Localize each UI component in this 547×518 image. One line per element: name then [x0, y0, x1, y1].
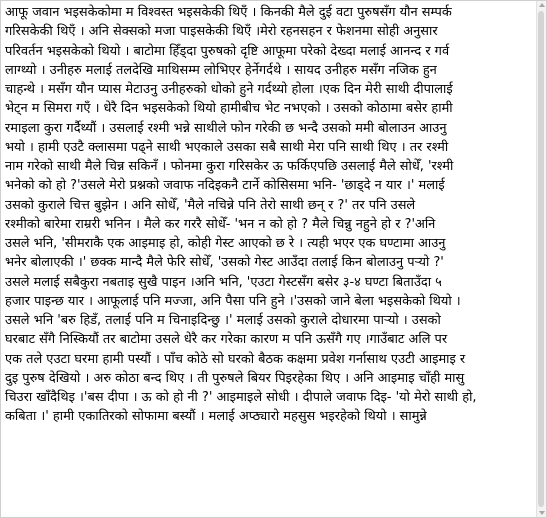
text-line: लाग्थ्यो । उनीहरु मलाई तलदेखि माथिसम्म लोभिएर हेर्नेगर्दथे । सायद उनीहरु मसँग नजिक हुन	[5, 62, 437, 78]
text-line: उसले भनि, 'सीमराकै एक आइमाइ हो, कोही गेस्ट आएको छ रे । त्यही भएर एक घण्टामा आउनु	[5, 236, 446, 251]
text-line: दुइ पुरुष देखियो । अरु कोठा बन्द थिए । ती पुरुषले बियर पिइरहेका थिए । अनि आइमाइ चाँही मासु	[5, 370, 465, 386]
text-line: हजार पाइन्छ यार । आफूलाई पनि मज्जा, अनि पैसा पनि हुने ।'उसको जाने बेला भइसकेको थियो ।	[5, 293, 461, 309]
text-line: उसको कुराले चित्त बुझेन । अनि सोधेँ, 'मैले नचिन्ने पनि तेरो साथी छन् र ?' तर पनि उसले	[5, 197, 416, 213]
text-line: भेट्न म सिमरा गएँ । धेरै दिन भइसकेको थियो हामीबीच भेट नभएको । उसको कोठामा बसेर हामी	[5, 101, 453, 117]
scroll-down-arrow-icon[interactable]	[539, 511, 545, 515]
text-line: उसले भनि 'बरु हिडँ, तलाई पनि म चिनाइदिन्छु ।' मलाई उसको कुराले दोधारमा पाऱ्यो । उसको	[5, 313, 441, 328]
text-line: आफू जवान भइसकेकोमा म विश्वस्त भइसकेकी थिएँ । किनकी मैले दुई वटा पुरुषसँग यौन सम्पर्क	[5, 5, 452, 20]
text-line: रमाइला कुरा गर्दैथ्यौं । उसलाई रश्मी भन्ने साथीले फोन गरेकी छ भन्दै उसको ममी बोलाउन आउनु	[5, 120, 447, 136]
scrollbar-thumb[interactable]	[538, 11, 544, 507]
text-line: नाम गरेको साथी मैले चिन्न सकिनँ । फोनमा कुरा गरिसकेर ऊ फर्किएपछि उसलाई मैले सोधेँ, 'रश्मी	[5, 159, 454, 174]
text-line: चिउरा खाँदैथिइ ।'बस दीपा । ऊ को हो नी ?' आइमाइले सोधी । दीपाले जवाफ दिइ- 'यो मेरो साथी हो,	[5, 390, 477, 405]
text-line: गरिसकेकी थिएँ । अनि सेक्सको मजा पाइसकेकी थिएँ ।मेरो रहनसहन र फेशनमा सोही अनुसार	[5, 24, 438, 40]
document-text	[5, 3, 533, 427]
vertical-scrollbar[interactable]	[536, 1, 546, 517]
text-line: परिवर्तन भइसकेको थियो । बाटोमा हिँड्दा पुरुषको दृष्टि आफूमा परेको देख्दा मलाई आनन्द र गर्व	[5, 43, 450, 59]
text-line: कबिता ।' हामी एकातिरको सोफामा बस्यौं । मलाई अप्ठ्यारो महसुस भइरहेको थियो । सामुन्ने	[5, 409, 427, 425]
text-line: घरबाट सँगै निस्कियौं तर बाटोमा उसले धेरै कर गरेका कारण म पनि ऊसँगै गए ।गाउँबाट अलि पर	[5, 332, 448, 348]
text-line: चाहन्थे । मसँग यौन प्यास मेटाउनु उनीहरुको धोको हुने गर्दथ्यो होला ।एक दिन मेरी साथी दीपालाई	[5, 82, 453, 97]
text-line: एक तले एउटा घरमा हामी पस्यौं । पाँच कोठे सो घरको बैठक कक्षमा प्रवेश गर्नासाथ एउटी आइमाइ र	[5, 351, 466, 367]
text-line: रश्मीको बारेमा राम्ररी भनिन । मैले कर गररै सोधेँ- 'भन न को हो ? मैले चिन्नु नहुने हो र ?'अनि	[5, 216, 436, 232]
text-line: उसले मलाई सबैकुरा नबताइ सुखै पाइन ।अनि भनि, 'एउटा गेस्टसँग बसेर ३-४ घण्टा बिताउँदा ५	[5, 274, 442, 290]
text-line: भनेर बोलाएकी ।' छक्क मान्दै मैले फेरि सोधेँ, 'उसको गेस्ट आउँदा तलाई किन बोलाउनु पऱ्यो ?'	[5, 255, 444, 271]
text-line: भनेको को हो ?'उसले मेरो प्रश्नको जवाफ नदिइकनै टार्ने कोसिसमा भनि- 'छाड्दे न यार ।' मलाई	[5, 178, 445, 194]
scroll-up-arrow-icon[interactable]	[539, 3, 545, 7]
text-line: भयो । हामी एउटै क्लासमा पढ्ने साथी भएकाले उसका सबै साथी मेरा पनि साथी थिए । तर रश्मी	[5, 139, 449, 155]
